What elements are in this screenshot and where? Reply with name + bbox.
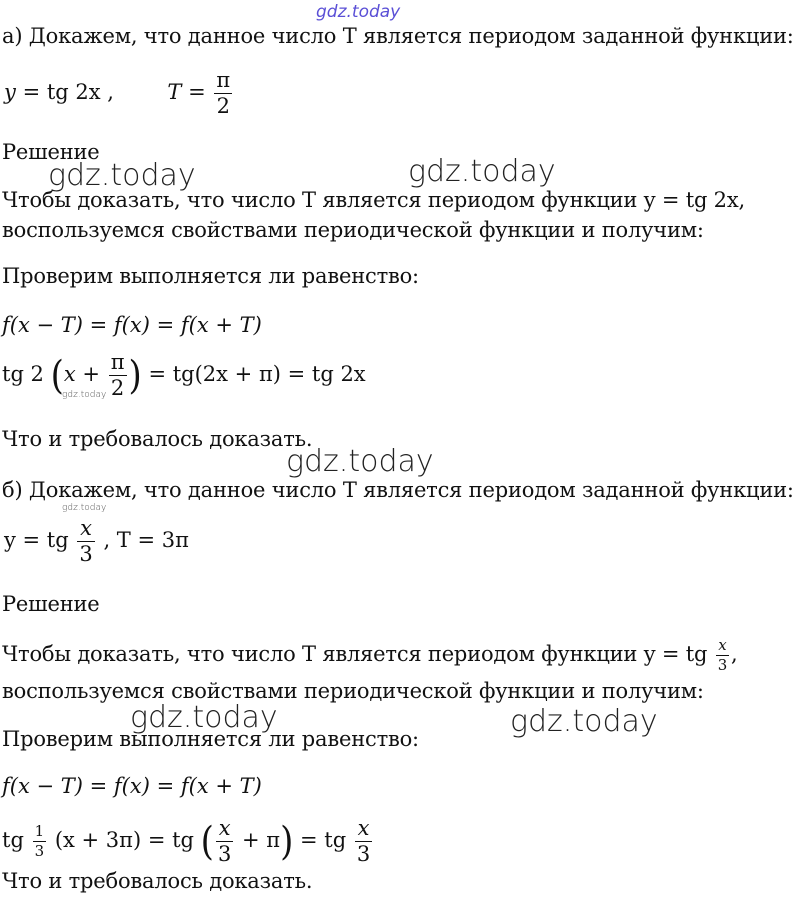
part-b-identity: f(x − T) = f(x) = f(x + T) — [2, 774, 262, 798]
watermark-top: gdz.today — [316, 2, 401, 22]
part-b-conclusion: Что и требовалось доказать. — [2, 869, 313, 893]
part-a-check-line: Проверим выполняется ли равенство: — [2, 264, 419, 288]
part-a-calc-fraction: $\frac{\pi}{2}$ — [110, 350, 125, 400]
given-period-fraction: $\frac{\pi}{2}$ — [216, 68, 231, 118]
given-func-rhs: tg 2x — [46, 80, 101, 104]
part-b-intro-line2: воспользуемся свойствами периодической функции и получим: — [2, 679, 704, 703]
given-sep: , — [107, 80, 114, 104]
part-a-given: y = tg 2x , T = $\frac{\pi}{2}$ — [4, 68, 231, 118]
part-a-conclusion: Что и требовалось доказать. — [2, 427, 313, 451]
part-b-solution-label: Решение — [2, 592, 100, 616]
part-b-intro-fraction: $\frac{x}{3}$ — [717, 636, 728, 674]
part-b-calc-fraction-3: $\frac{x}{3}$ — [356, 816, 371, 866]
part-b-calc-fraction-2: $\frac{x}{3}$ — [217, 816, 232, 866]
part-a-identity: f(x − T) = f(x) = f(x + T) — [2, 313, 262, 337]
watermark-small: gdz.today — [62, 390, 107, 400]
part-b-heading: б) Докажем, что данное число T является периодом заданной функции: — [2, 478, 794, 502]
part-a-calc: tg 2 (x + $\frac{\pi}{2}$ ) = tg(2x + π) = tg 2x — [2, 350, 366, 400]
part-b-given: y = tg $\frac{x}{3}$ , T = 3π — [4, 516, 189, 566]
part-a-intro-line2: воспользуемся свойствами периодической функции и получим: — [2, 218, 704, 242]
watermark-small: gdz.today — [62, 503, 107, 513]
part-b-intro: Чтобы доказать, что число T является периодом функции y = tg $\frac{x}{3}$ , — [2, 636, 738, 674]
given-period-var: T — [167, 80, 182, 104]
part-b-calc-fraction-1: $\frac{1}{3}$ — [34, 822, 45, 860]
watermark: gdz.today — [130, 700, 278, 735]
given-func-lhs: y — [4, 80, 16, 104]
part-a-solution-label: Решение — [2, 140, 100, 164]
part-a-intro: Чтобы доказать, что число T является периодом функции y = tg 2x, — [2, 188, 745, 212]
part-b-given-fraction: $\frac{x}{3}$ — [79, 516, 93, 566]
watermark: gdz.today — [286, 444, 434, 479]
part-a-intro-func: y = tg 2x, — [643, 188, 745, 212]
watermark: gdz.today — [510, 704, 658, 739]
watermark: gdz.today — [408, 154, 556, 189]
part-b-check-line: Проверим выполняется ли равенство: — [2, 727, 419, 751]
part-b-calc: tg $\frac{1}{3}$ (x + 3π) = tg ( $\frac{x}{3}$ + π) = tg $\frac{x}{3}$ — [2, 816, 371, 866]
watermark: gdz.today — [48, 158, 196, 193]
part-a-heading: а) Докажем, что данное число T является периодом заданной функции: — [2, 24, 794, 48]
